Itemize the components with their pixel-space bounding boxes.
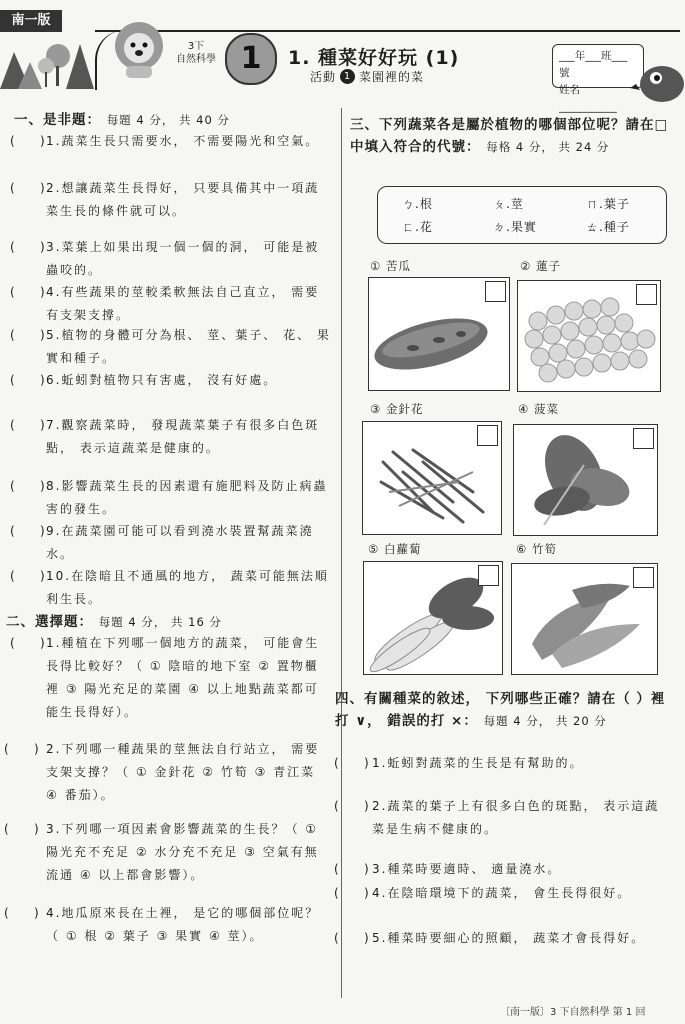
question-text: 1.種植在下列哪一個地方的蔬菜， 可能會生長得比較好？（ ① 陰暗的地下室 ② 置物櫃裡 ③ 陽光充足的菜園 ④ 以上地點蔬菜都可能生長得好）。 bbox=[46, 636, 320, 719]
class-number-line[interactable]: ___年___班___號 bbox=[559, 50, 628, 79]
grade-label bbox=[176, 40, 216, 66]
answer-paren[interactable]: ( ) bbox=[334, 756, 371, 770]
s2-question-1 bbox=[10, 632, 332, 724]
s1-question-7 bbox=[10, 414, 332, 460]
picture1-label: ① 苦瓜 bbox=[370, 259, 411, 273]
answer-paren[interactable]: ( ) bbox=[10, 569, 47, 583]
s1-question-9 bbox=[10, 520, 332, 566]
section3-heading: 三、下列蔬菜各是屬於植物的哪個部位呢？請在□中填入符合的代號： bbox=[350, 117, 669, 155]
answer-paren[interactable]: ( ) bbox=[10, 418, 47, 432]
picture2-label: ② 蓮子 bbox=[520, 259, 561, 273]
section3-scoring: 每格 4 分， 共 24 分 bbox=[486, 140, 610, 154]
unit-title: 1. 種菜好好玩 (1) bbox=[288, 47, 460, 69]
options-box bbox=[377, 186, 667, 244]
header-top-rule bbox=[95, 30, 680, 32]
header bbox=[0, 0, 685, 113]
answer-paren[interactable]: ( ) bbox=[10, 240, 47, 254]
answer-paren[interactable]: ( ) bbox=[4, 822, 41, 836]
picture2-frame bbox=[517, 280, 661, 392]
question-text: 8.影響蔬菜生長的因素還有施肥料及防止病蟲害的發生。 bbox=[46, 479, 328, 516]
s1-question-2 bbox=[10, 177, 332, 223]
answer-box[interactable] bbox=[478, 565, 499, 586]
question-text: 2.想讓蔬菜生長得好， 只要具備其中一項蔬菜生長的條件就可以。 bbox=[46, 181, 320, 218]
option-stem: ㄆ.莖 bbox=[493, 197, 524, 211]
s4-question-3 bbox=[334, 858, 672, 881]
picture5-frame bbox=[363, 561, 503, 675]
s1-question-3 bbox=[10, 236, 332, 282]
activity-label: 活動 bbox=[310, 70, 337, 84]
activity-number: 1 bbox=[340, 69, 355, 84]
answer-box[interactable] bbox=[633, 567, 654, 588]
bird-mascot-icon bbox=[630, 62, 685, 104]
publisher-tag: 南一版 bbox=[0, 10, 62, 32]
section2-title bbox=[6, 610, 222, 630]
answer-box[interactable] bbox=[485, 281, 506, 302]
picture4-frame bbox=[513, 424, 658, 536]
answer-paren[interactable]: ( ) bbox=[10, 285, 47, 299]
picture6-frame bbox=[511, 563, 658, 675]
question-text: 2.下列哪一種蔬果的莖無法自行站立， 需要支架支撐？（ ① 金針花 ② 竹筍 ③ 青江菜 ④ 番茄）。 bbox=[46, 742, 320, 802]
section1-title bbox=[14, 108, 230, 128]
question-text: 4.在陰暗環境下的蔬菜， 會生長得很好。 bbox=[372, 886, 632, 900]
grade-line2: 自然科學 bbox=[176, 54, 216, 65]
section1-scoring: 每題 4 分， 共 40 分 bbox=[106, 113, 230, 127]
lion-mascot-icon bbox=[108, 18, 170, 80]
answer-paren[interactable]: ( ) bbox=[10, 479, 47, 493]
section2-scoring: 每題 4 分， 共 16 分 bbox=[98, 615, 222, 629]
question-text: 3.菜葉上如果出現一個一個的洞， 可能是被蟲咬的。 bbox=[46, 240, 320, 277]
option-flower: ㄈ.花 bbox=[402, 220, 433, 234]
section4-title bbox=[335, 688, 677, 732]
question-text: 5.種菜時要細心的照顧， 蔬菜才會長得好。 bbox=[372, 931, 646, 945]
s1-question-8 bbox=[10, 475, 332, 521]
answer-box[interactable] bbox=[477, 425, 498, 446]
section4-heading: 四、有關種菜的敘述， 下列哪些正確？請在（ ）裡打 ∨， 錯誤的打 ×： bbox=[335, 691, 666, 729]
option-seed: ㄊ.種子 bbox=[586, 220, 630, 234]
picture6-label: ⑥ 竹筍 bbox=[516, 542, 557, 556]
question-text: 2.蔬菜的葉子上有很多白色的斑點， 表示這蔬菜是生病不健康的。 bbox=[372, 799, 660, 836]
s1-question-5 bbox=[10, 324, 332, 370]
question-text: 3.下列哪一項因素會影響蔬菜的生長？（ ① 陽光充不充足 ② 水分充不充足 ③ 空氣有無流通 ④ 以上都會影響）。 bbox=[46, 822, 319, 882]
answer-paren[interactable]: ( ) bbox=[10, 134, 47, 148]
answer-paren[interactable]: ( ) bbox=[10, 373, 47, 387]
s2-question-3 bbox=[4, 818, 332, 887]
question-text: 5.植物的身體可分為根、 莖、葉子、 花、 果實和種子。 bbox=[46, 328, 331, 365]
answer-paren[interactable]: ( ) bbox=[334, 799, 371, 813]
question-text: 1.蔬菜生長只需要水， 不需要陽光和空氣。 bbox=[46, 134, 320, 148]
s1-question-6 bbox=[10, 369, 332, 392]
answer-box[interactable] bbox=[636, 284, 657, 305]
question-text: 1.蚯蚓對蔬菜的生長是有幫助的。 bbox=[372, 756, 584, 770]
answer-paren[interactable]: ( ) bbox=[334, 862, 371, 876]
question-text: 9.在蔬菜園可能可以看到澆水裝置幫蔬菜澆水。 bbox=[46, 524, 314, 561]
picture3-frame bbox=[362, 421, 502, 535]
s2-question-4 bbox=[4, 902, 332, 948]
answer-paren[interactable]: ( ) bbox=[10, 636, 47, 650]
section3-title bbox=[350, 114, 672, 158]
question-text: 10.在陰暗且不通風的地方， 蔬菜可能無法順利生長。 bbox=[46, 569, 329, 606]
answer-paren[interactable]: ( ) bbox=[4, 742, 41, 756]
s4-question-2 bbox=[334, 795, 672, 841]
section4-scoring: 每題 4 分， 共 20 分 bbox=[483, 714, 607, 728]
question-text: 3.種菜時要適時、 適量澆水。 bbox=[372, 862, 562, 876]
s1-question-4 bbox=[10, 281, 332, 327]
unit-number-badge: 1 bbox=[225, 33, 277, 85]
question-text: 4.有些蔬果的莖較柔軟無法自己直立， 需要有支架支撐。 bbox=[46, 285, 320, 322]
s1-question-10 bbox=[10, 565, 332, 611]
answer-paren[interactable]: ( ) bbox=[334, 931, 371, 945]
s4-question-5 bbox=[334, 927, 672, 950]
grade-line1: 3下 bbox=[187, 41, 205, 52]
answer-paren[interactable]: ( ) bbox=[10, 181, 47, 195]
answer-paren[interactable]: ( ) bbox=[10, 524, 47, 538]
question-text: 6.蚯蚓對植物只有害處， 沒有好處。 bbox=[46, 373, 278, 387]
section2-heading: 二、選擇題： bbox=[6, 614, 93, 630]
trees-mountains-icon bbox=[0, 34, 95, 89]
activity-title: 菜園裡的菜 bbox=[359, 70, 425, 84]
section1-heading: 一、是非題： bbox=[14, 112, 101, 128]
s4-question-1 bbox=[334, 752, 672, 775]
option-fruit: ㄉ.果實 bbox=[493, 220, 537, 234]
answer-box[interactable] bbox=[633, 428, 654, 449]
footer: 〔南一版〕3 下自然科學 第 1 回 bbox=[500, 1007, 646, 1018]
name-line[interactable]: 姓名___________ bbox=[559, 84, 617, 113]
picture5-label: ⑤ 白蘿蔔 bbox=[368, 542, 422, 556]
answer-paren[interactable]: ( ) bbox=[4, 906, 41, 920]
picture4-label: ④ 菠菜 bbox=[518, 402, 559, 416]
answer-paren[interactable]: ( ) bbox=[10, 328, 47, 342]
s1-question-1 bbox=[10, 130, 332, 153]
question-text: 4.地瓜原來長在土裡， 是它的哪個部位呢？（ ① 根 ② 葉子 ③ 果實 ④ 莖）。 bbox=[46, 906, 320, 943]
option-leaf: ㄇ.葉子 bbox=[586, 197, 630, 211]
answer-paren[interactable]: ( ) bbox=[334, 886, 371, 900]
activity-line bbox=[310, 68, 424, 85]
option-root: ㄅ.根 bbox=[402, 197, 433, 211]
picture1-frame bbox=[368, 277, 510, 391]
question-text: 7.觀察蔬菜時， 發現蔬菜葉子有很多白色斑點， 表示這蔬菜是健康的。 bbox=[46, 418, 320, 455]
s2-question-2 bbox=[4, 738, 332, 807]
s4-question-4 bbox=[334, 882, 672, 905]
picture3-label: ③ 金針花 bbox=[370, 402, 424, 416]
